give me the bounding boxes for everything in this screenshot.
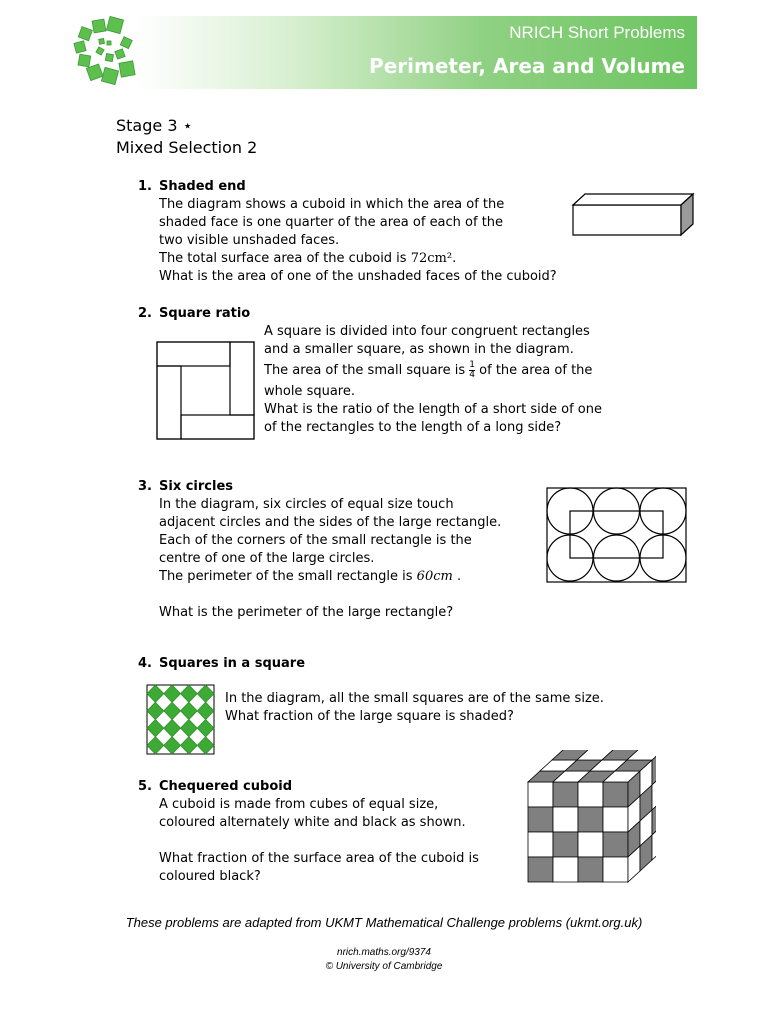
fraction-denominator: 4 (469, 370, 476, 380)
problem-number: 3. (138, 479, 152, 494)
cube-face (578, 832, 603, 857)
problem-title: Squares in a square (159, 656, 306, 671)
cube-face (528, 782, 553, 807)
stage-selection: Mixed Selection 2 (116, 138, 258, 157)
footer-info (0, 946, 768, 974)
math-value: 72cm² (410, 251, 453, 266)
problem-text: A cuboid is made from cubes of equal size, (159, 797, 439, 812)
header-title: Perimeter, Area and Volume (369, 54, 685, 78)
problem-number: 4. (138, 656, 152, 671)
problem-number: 5. (138, 779, 152, 794)
cube-face (528, 832, 553, 857)
math-value: 60cm (416, 569, 453, 584)
problem-text (264, 359, 602, 383)
cube-face (603, 832, 628, 857)
problem-4-heading (138, 655, 306, 673)
problem-4-text (225, 690, 604, 726)
problem-text: In the diagram, six circles of equal size touch (159, 497, 454, 512)
problem-text: adjacent circles and the sides of the large rectangle. (159, 515, 502, 530)
problem-text: of the rectangles to the length of a long side? (264, 420, 562, 435)
cube-face (578, 807, 603, 832)
problem-text: What is the perimeter of the large rectangle? (159, 605, 454, 620)
cube-face (553, 832, 578, 857)
problem-text: centre of one of the large circles. (159, 551, 375, 566)
problem-number: 1. (138, 179, 152, 194)
problem-text: Each of the corners of the small rectangle is the (159, 533, 472, 548)
nrich-logo-icon (72, 16, 138, 86)
cube-face (553, 782, 578, 807)
problem-text: and a smaller square, as shown in the diagram. (264, 342, 574, 357)
problem-text: shaded face is one quarter of the area of each of the (159, 215, 504, 230)
problem-5 (138, 778, 479, 886)
cube-face (578, 857, 603, 882)
problem-text (159, 568, 501, 586)
cube-face (603, 807, 628, 832)
problem-text-part: The perimeter of the small rectangle is (159, 569, 413, 584)
spacer (159, 832, 479, 850)
problem-title: Six circles (159, 479, 234, 494)
spacer (159, 586, 501, 604)
cube-face (528, 857, 553, 882)
problem-text (159, 250, 557, 268)
problem-3 (138, 478, 502, 622)
square-ratio-diagram (156, 341, 256, 441)
problem-text: coloured black? (159, 869, 261, 884)
fraction (469, 361, 475, 380)
problem-text-part: The total surface area of the cuboid is (159, 251, 407, 266)
footer-url: nrich.maths.org/9374 (337, 947, 431, 958)
footer-copyright: © University of Cambridge (325, 961, 443, 972)
problem-text-part: The area of the small square is (264, 363, 466, 378)
math-suffix: . (456, 569, 462, 584)
problem-text: What is the ratio of the length of a short side of one (264, 402, 602, 417)
cube-face (603, 782, 628, 807)
six-circles-diagram (546, 486, 688, 584)
problem-title: Square ratio (159, 306, 251, 321)
problem-text: What fraction of the large square is shaded? (225, 709, 514, 724)
problem-text: The diagram shows a cuboid in which the area of the (159, 197, 505, 212)
squares-in-square-diagram (146, 684, 216, 756)
problem-text: coloured alternately white and black as shown. (159, 815, 466, 830)
problem-title: Chequered cuboid (159, 779, 293, 794)
cube-face (553, 807, 578, 832)
stage-level: Stage 3 ⋆ (116, 116, 193, 135)
header-banner (136, 16, 697, 89)
cuboid-diagram (571, 192, 695, 238)
cube-face (528, 807, 553, 832)
problem-text: A square is divided into four congruent rectangles (264, 324, 590, 339)
problem-number: 2. (138, 306, 152, 321)
problem-2-heading (138, 305, 251, 323)
problem-text: two visible unshaded faces. (159, 233, 340, 248)
fraction-numerator: 1 (469, 360, 476, 370)
problem-title: Shaded end (159, 179, 246, 194)
problem-text: whole square. (264, 384, 355, 399)
cube-face (603, 857, 628, 882)
problem-text: What fraction of the surface area of the cuboid is (159, 851, 479, 866)
header-subtitle: NRICH Short Problems (509, 23, 685, 42)
cube-face (578, 782, 603, 807)
problem-text: What is the area of one of the unshaded faces of the cuboid? (159, 269, 557, 284)
problem-1 (138, 178, 557, 286)
problem-text: In the diagram, all the small squares are of the same size. (225, 691, 604, 706)
footer-credit: These problems are adapted from UKMT Mathematical Challenge problems (ukmt.org.uk) (125, 915, 643, 930)
problem-text-part: of the area of the (479, 363, 593, 378)
cube-face (553, 857, 578, 882)
problem-2-text (264, 323, 602, 437)
chequered-cuboid-diagram (526, 750, 656, 884)
math-suffix: . (452, 251, 457, 266)
stage-heading (116, 115, 257, 159)
